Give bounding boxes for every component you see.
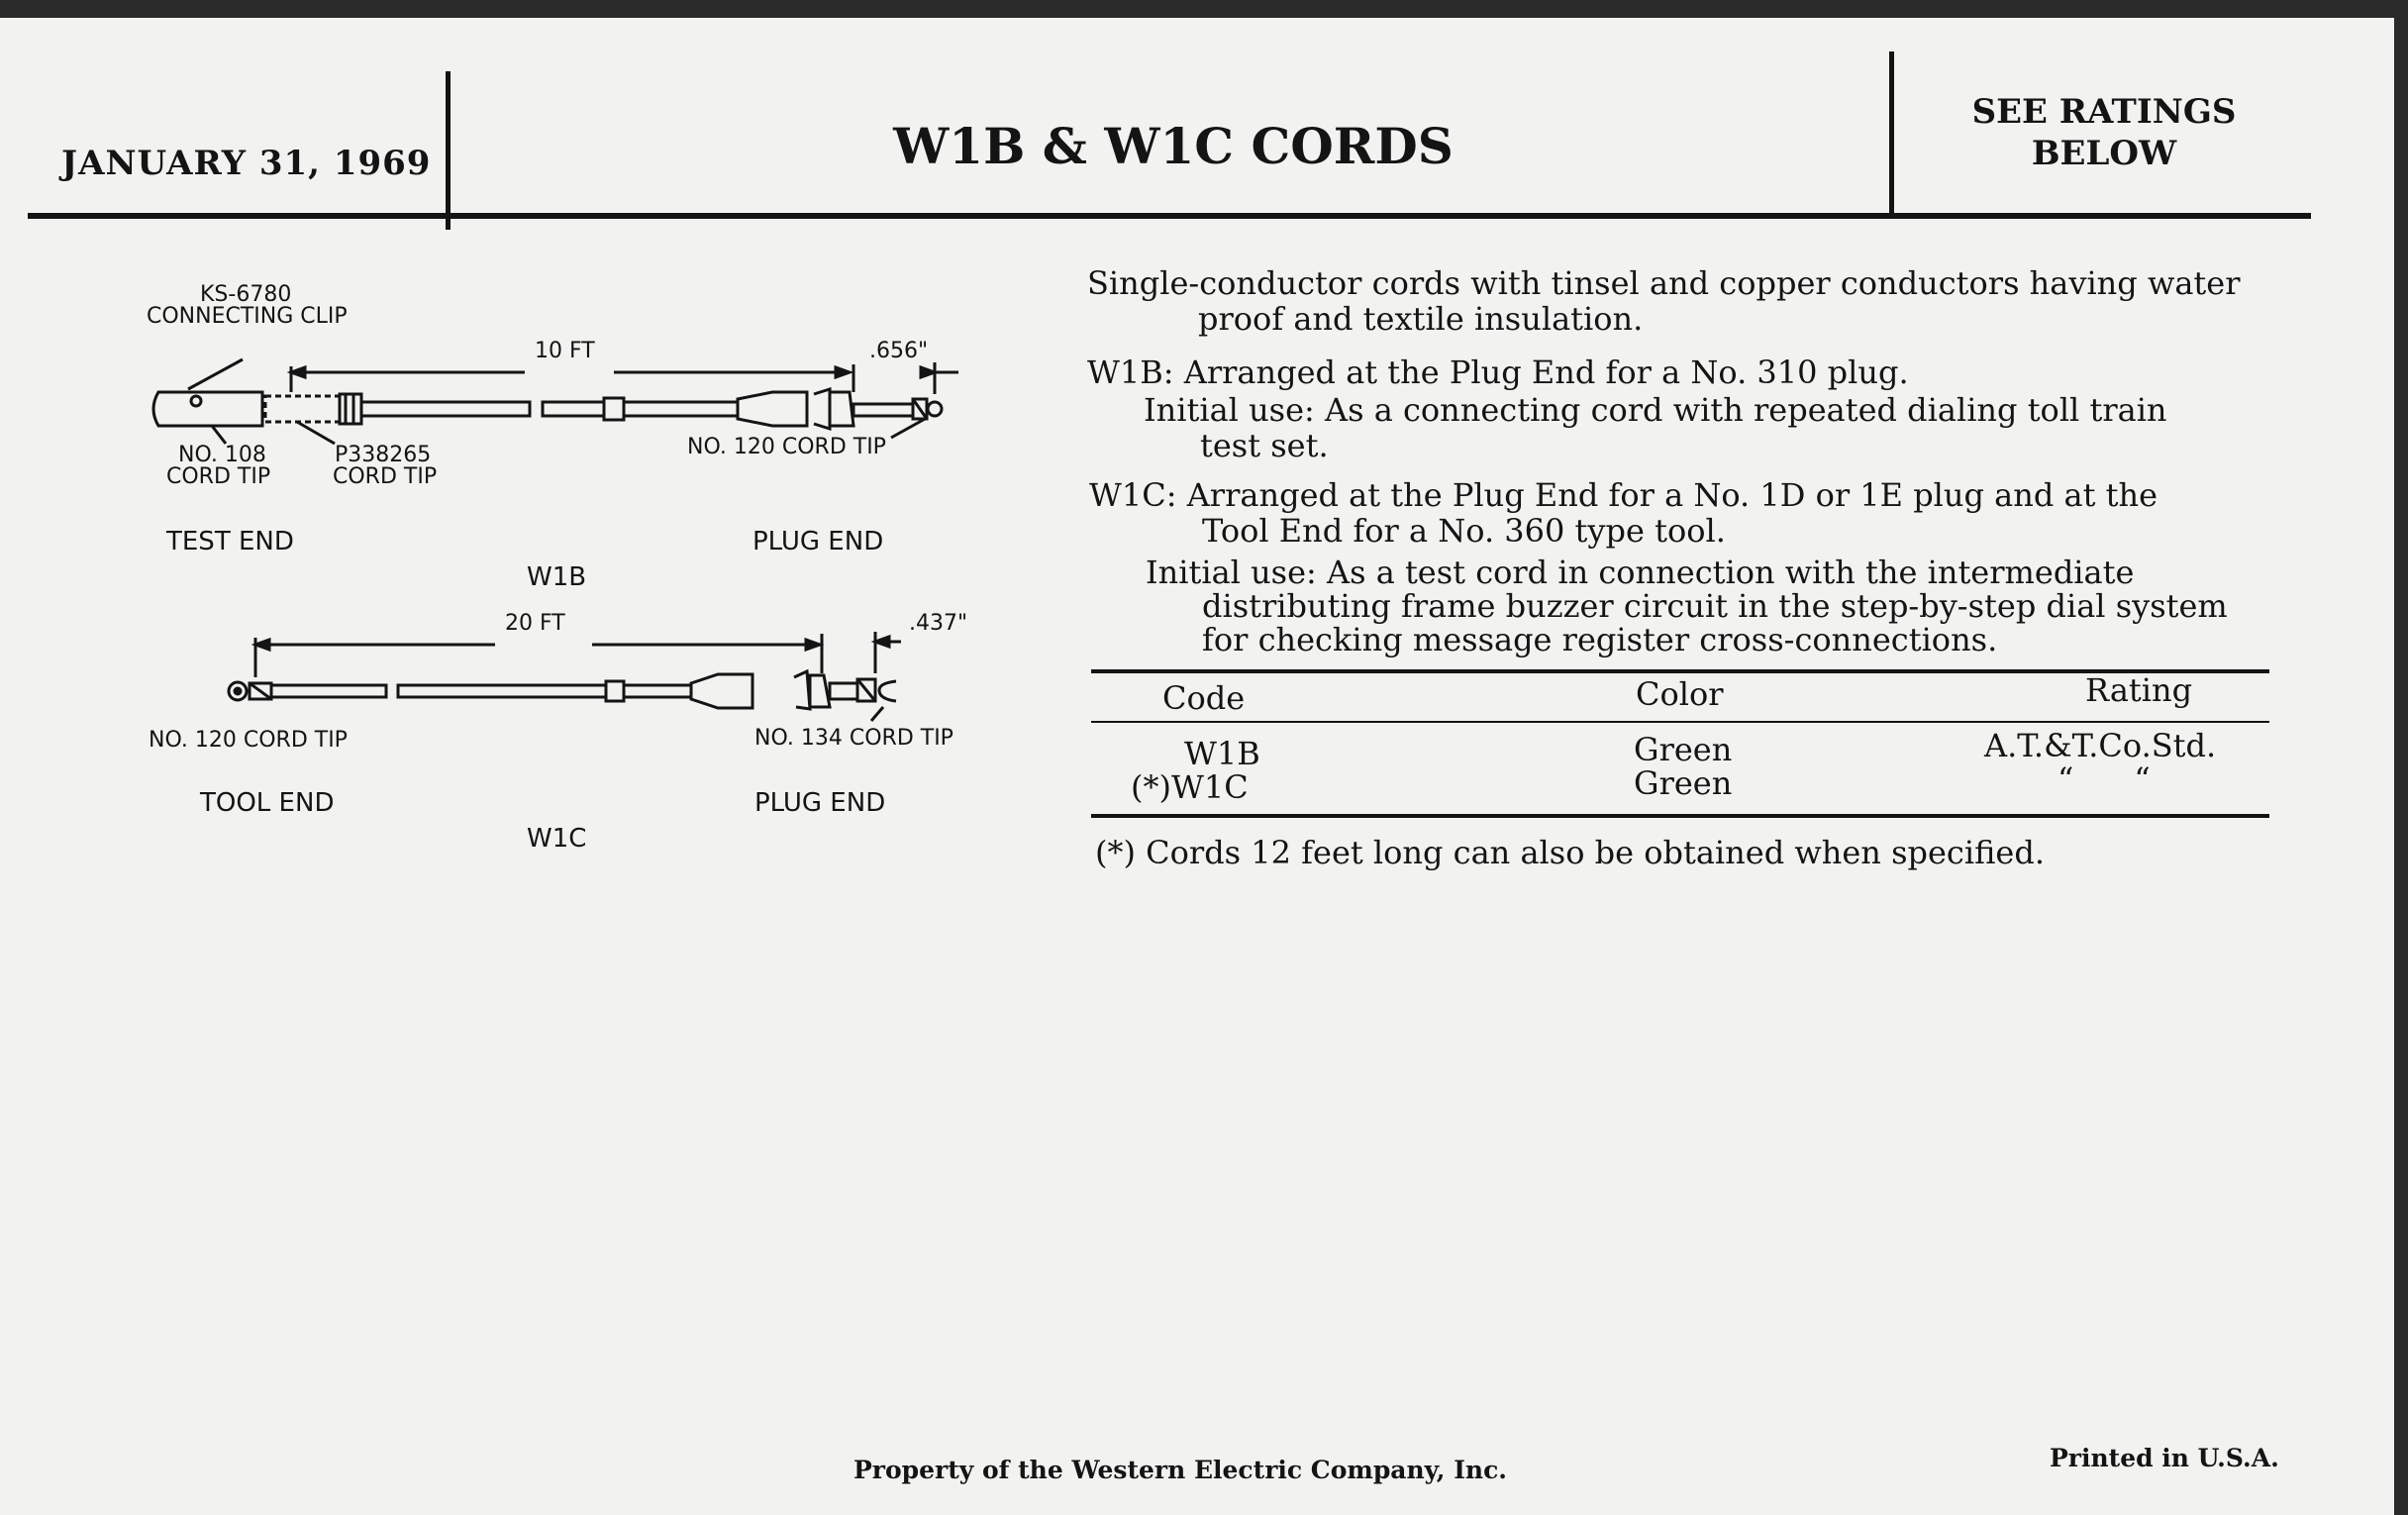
row-1-code: W1B	[1184, 735, 1260, 772]
ks6780-label: KS-6780	[200, 282, 292, 307]
header-color: Color	[1636, 675, 1724, 713]
row-2-rating: “ “	[2057, 760, 2151, 798]
w1c-use-line-1: Initial use: As a test cord in connection with the intermediate	[1146, 554, 2135, 591]
w1b-caption: W1B	[527, 562, 587, 592]
row-2-color: Green	[1634, 764, 1733, 802]
header-rule	[28, 213, 2311, 219]
intro-line-1: Single-conductor cords with tinsel and copper conductors having water	[1087, 264, 2241, 302]
w1c-tip134-label: NO. 134 CORD TIP	[754, 726, 953, 751]
table-rule-bottom	[1091, 814, 2269, 818]
w1c-desc-line-2: Tool End for a No. 360 type tool.	[1202, 512, 1726, 550]
w1c-desc-line-1: W1C: Arranged at the Plug End for a No. 1D or 1E plug and at the	[1089, 476, 2158, 514]
w1c-use-line-3: for checking message register cross-connections.	[1202, 621, 1998, 658]
printed-notice: Printed in U.S.A.	[2050, 1444, 2279, 1472]
connecting-clip-label: CONNECTING CLIP	[147, 304, 348, 329]
header-divider-right	[1889, 51, 1894, 214]
intro-line-2: proof and textile insulation.	[1198, 300, 1644, 338]
property-notice: Property of the Western Electric Company, Inc.	[853, 1456, 1508, 1484]
ratings-line-1: SEE RATINGS	[1971, 92, 2237, 132]
w1b-tip-dim-label: .656"	[869, 339, 929, 363]
w1b-length-label: 10 FT	[531, 340, 599, 363]
row-2-code: (*)W1C	[1131, 768, 1249, 806]
w1c-tip120-label: NO. 120 CORD TIP	[149, 728, 348, 753]
row-1-color: Green	[1634, 731, 1733, 768]
w1c-caption: W1C	[527, 824, 587, 854]
w1c-tip-dim-label: .437"	[909, 611, 968, 636]
w1b-use-line-1: Initial use: As a connecting cord with repeated dialing toll train	[1144, 391, 2167, 429]
header-divider-left	[446, 71, 451, 230]
w1c-cord-drawing	[0, 612, 990, 751]
tip108-label-2: CORD TIP	[166, 464, 271, 489]
w1c-plug-end-label: PLUG END	[754, 788, 886, 818]
ratings-note	[1921, 91, 2287, 174]
test-end-label: TEST END	[166, 527, 294, 556]
row-1-rating: A.T.&T.Co.Std.	[1984, 727, 2217, 764]
w1b-plug-end-label: PLUG END	[752, 527, 884, 556]
header-code: Code	[1162, 679, 1246, 717]
ratings-line-2: BELOW	[2031, 134, 2177, 173]
table-footnote: (*) Cords 12 feet long can also be obtained when specified.	[1095, 834, 2045, 871]
p338265-label-1: P338265	[335, 443, 432, 467]
table-rule-mid	[1091, 721, 2269, 723]
page-title: W1B & W1C CORDS	[893, 117, 1454, 175]
w1b-tip120-label: NO. 120 CORD TIP	[687, 435, 886, 459]
tip108-label-1: NO. 108	[178, 443, 266, 467]
header-rating: Rating	[2085, 671, 2193, 709]
issue-date: JANUARY 31, 1969	[61, 144, 432, 183]
w1b-use-line-2: test set.	[1200, 427, 1329, 464]
p338265-label-2: CORD TIP	[333, 464, 438, 489]
w1c-use-line-2: distributing frame buzzer circuit in the step-by-step dial system	[1202, 587, 2228, 625]
spec-card	[0, 18, 2394, 1515]
w1c-length-label: 20 FT	[501, 612, 569, 636]
w1b-cord-drawing	[0, 315, 990, 513]
tool-end-label: TOOL END	[200, 788, 335, 818]
w1b-desc-line: W1B: Arranged at the Plug End for a No. 310 plug.	[1087, 354, 1909, 391]
